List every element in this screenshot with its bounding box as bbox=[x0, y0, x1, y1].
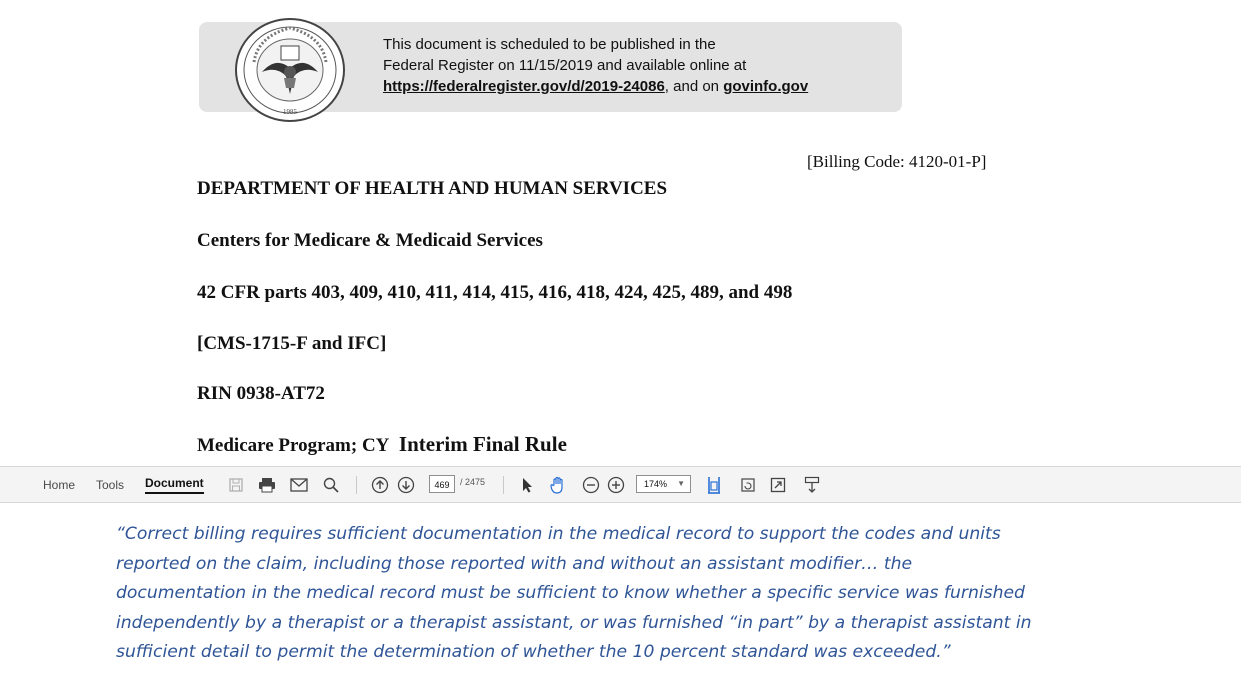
rin-number: RIN 0938-AT72 bbox=[197, 383, 325, 404]
quote-line: documentation in the medical record must be sufficient to know whether a specific service was furnished bbox=[116, 583, 1025, 604]
notice-line-2: Federal Register on 11/15/2019 and available online at bbox=[383, 57, 747, 74]
page-up-icon[interactable] bbox=[370, 475, 390, 495]
docket-number: [CMS-1715-F and IFC] bbox=[197, 333, 387, 354]
federalregister-link[interactable]: https://federalregister.gov/d/2019-24086 bbox=[383, 78, 665, 95]
govinfo-link[interactable]: govinfo.gov bbox=[723, 78, 809, 95]
notice-line-1: This document is scheduled to be published in the bbox=[383, 36, 716, 53]
save-icon[interactable] bbox=[226, 475, 246, 495]
hand-tool-icon[interactable] bbox=[548, 475, 568, 495]
department-heading: DEPARTMENT OF HEALTH AND HUMAN SERVICES bbox=[197, 178, 668, 199]
page-total: / 2475 bbox=[460, 477, 486, 487]
quote-line: “Correct billing requires sufficient documentation in the medical record to support the codes and units bbox=[116, 524, 1001, 544]
agency-heading: Centers for Medicare & Medicaid Services bbox=[197, 230, 543, 251]
full-screen-icon[interactable] bbox=[768, 475, 788, 495]
rule-title-start: Medicare Program; CY bbox=[197, 435, 390, 456]
search-icon[interactable] bbox=[321, 475, 341, 495]
documentation-quote bbox=[116, 520, 1226, 668]
cfr-parts: 42 CFR parts 403, 409, 410, 411, 414, 415, 416, 418, 424, 425, 489, and 498 bbox=[197, 282, 793, 303]
notice-line-3 bbox=[383, 76, 903, 97]
zoom-out-icon[interactable] bbox=[581, 475, 601, 495]
fit-page-icon[interactable] bbox=[704, 475, 724, 495]
print-icon[interactable] bbox=[257, 475, 277, 495]
publication-notice-text bbox=[383, 34, 903, 97]
national-archives-seal-icon bbox=[232, 16, 348, 124]
billing-code: [Billing Code: 4120-01-P] bbox=[807, 152, 987, 171]
zoom-level-select[interactable] bbox=[636, 475, 691, 493]
quote-line: reported on the claim, including those reported with and without an assistant modifier… the bbox=[116, 553, 913, 574]
tab-home[interactable]: Home bbox=[43, 477, 76, 492]
tab-tools[interactable]: Tools bbox=[96, 477, 125, 492]
email-icon[interactable] bbox=[289, 475, 309, 495]
svg-text:1985: 1985 bbox=[283, 108, 297, 116]
notice-connector: , and on bbox=[664, 78, 724, 95]
rule-title-end: Interim Final Rule bbox=[398, 432, 567, 456]
rule-title bbox=[197, 432, 567, 457]
tab-document[interactable]: Document bbox=[145, 476, 204, 494]
zoom-level-value: 174% bbox=[644, 479, 668, 489]
pdf-viewer-toolbar bbox=[0, 466, 1241, 503]
rotate-icon[interactable] bbox=[738, 475, 758, 495]
chevron-down-icon: ▼ bbox=[677, 479, 685, 488]
zoom-in-icon[interactable] bbox=[606, 475, 626, 495]
select-pointer-icon[interactable] bbox=[517, 475, 537, 495]
page-number-input[interactable]: 469 bbox=[429, 475, 455, 493]
quote-line: independently by a therapist or a therapist assistant, or was furnished “in part” by a therapist assistant in bbox=[116, 612, 1032, 633]
quote-line: sufficient detail to permit the determination of whether the 10 percent standard was exceeded.” bbox=[116, 642, 951, 663]
page-down-icon[interactable] bbox=[396, 475, 416, 495]
read-mode-icon[interactable] bbox=[802, 475, 822, 495]
